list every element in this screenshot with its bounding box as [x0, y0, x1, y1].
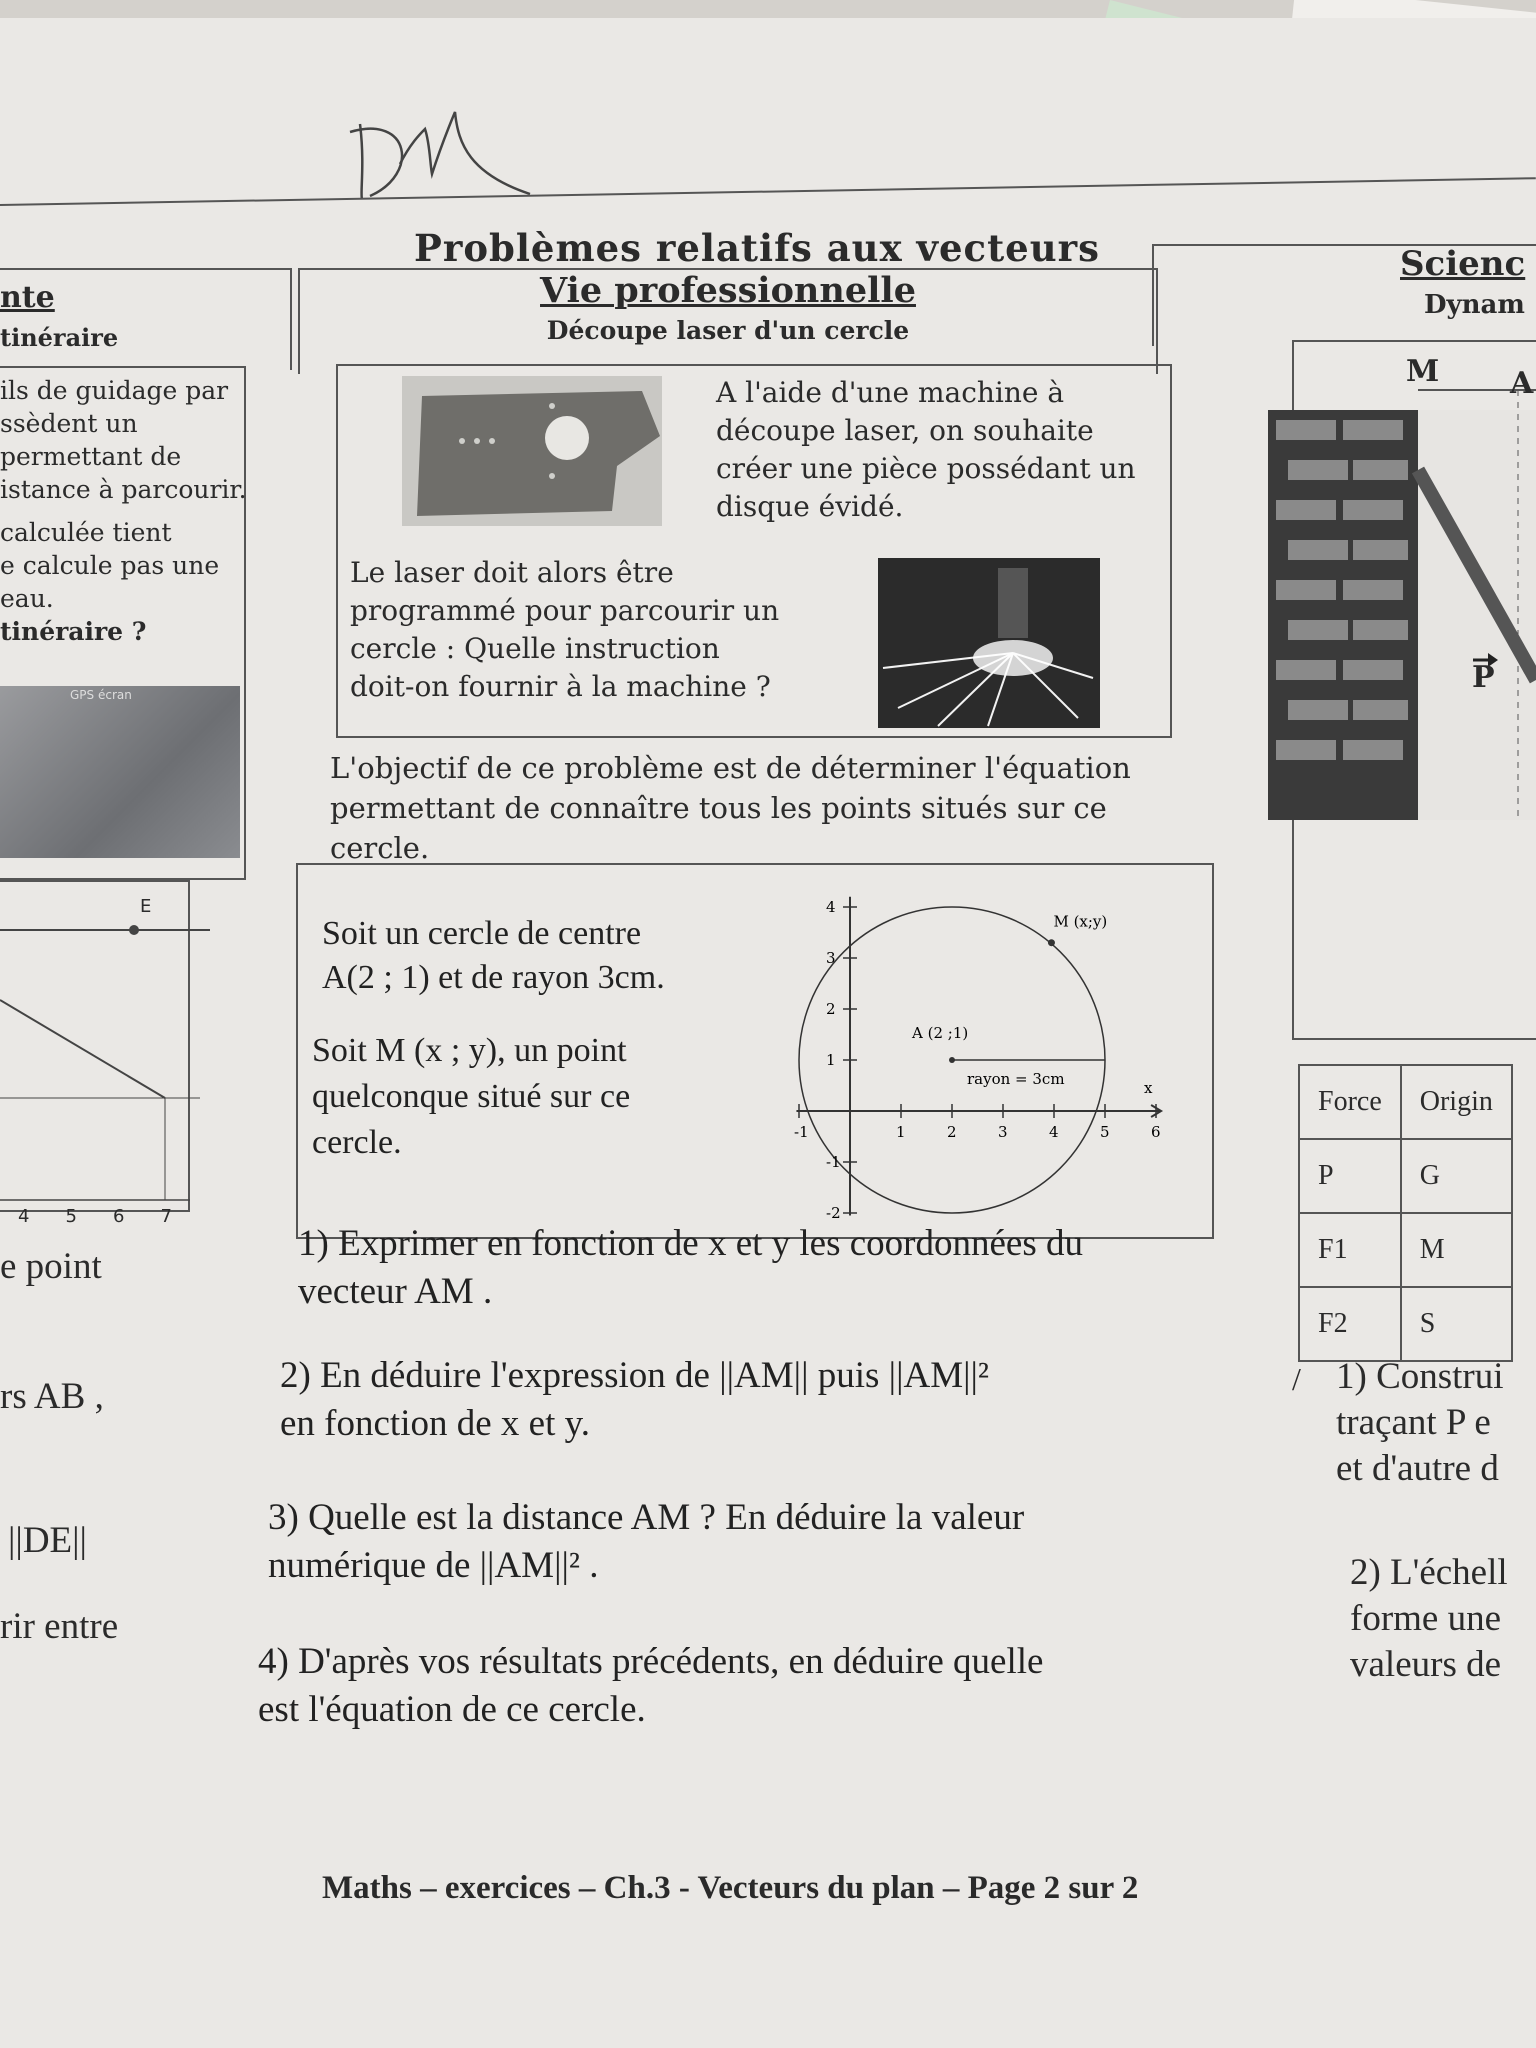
header-rule: [0, 177, 1536, 206]
left-tab-subtitle: tinéraire: [0, 323, 119, 352]
point-m: [1048, 939, 1055, 946]
question-2: 2) En déduire l'expression de ||AM|| puis ||AM||² en fonction de x et y.: [280, 1355, 989, 1444]
fig-label-a: A: [1510, 366, 1534, 401]
y-tick-label: 2: [826, 1000, 836, 1018]
right-tab-subtitle: Dynam: [1424, 290, 1525, 320]
table-row: [1299, 1287, 1512, 1361]
table-cell: S: [1401, 1287, 1512, 1361]
question-3: 3) Quelle est la distance AM ? En déduire la valeur numérique de ||AM||² .: [268, 1497, 1025, 1586]
forces-table: [1298, 1064, 1513, 1362]
table-cell: F1: [1299, 1213, 1401, 1287]
left-q-text-3: ||DE||: [8, 1520, 87, 1561]
point-e: [129, 925, 139, 935]
x-tick-label: 2: [947, 1123, 957, 1141]
left-intro-text: ils de guidage par ssèdent un permettant de istance à parcourir. calculée tient e calcule pas une eau. tinéraire ?: [0, 376, 247, 646]
circle-definition: Soit un cercle de centre A(2 ; 1) et de rayon 3cm.: [322, 915, 665, 996]
question-1: 1) Exprimer en fonction de x et y les coordonnées du vecteur AM .: [298, 1223, 1083, 1312]
circle-graph: [780, 868, 1180, 1233]
x-axis-label: x: [1144, 1079, 1153, 1097]
left-tab-title: nte: [0, 280, 55, 315]
right-question-2: 2) L'échell forme une valeurs de: [1350, 1552, 1508, 1685]
y-tick-label: 1: [826, 1051, 836, 1069]
point-m-definition: Soit M (x ; y), un point quelconque situé sur ce cercle.: [312, 1032, 631, 1161]
right-question-1: 1) Construi traçant P e et d'autre d: [1336, 1356, 1504, 1489]
x-tick-label: -1: [794, 1123, 809, 1141]
objective-text: L'objectif de ce problème est de déterminer l'équation permettant de connaître tous les points situés sur ce cercle.: [330, 751, 1131, 865]
intro-left-text: Le laser doit alors être programmé pour parcourir un cercle : Quelle instruction doit-on fournir à la machine ?: [350, 556, 780, 703]
check-mark: /: [1292, 1361, 1301, 1397]
laser-cutting-image: [878, 558, 1100, 728]
y-tick-label: 3: [826, 949, 836, 967]
right-tab-title: Scienc: [1400, 244, 1526, 284]
x-tick-label: 1: [896, 1123, 906, 1141]
page-footer: Maths – exercices – Ch.3 - Vecteurs du plan – Page 2 sur 2: [322, 1870, 1139, 1906]
fig-label-m: M: [1406, 354, 1440, 389]
point-m-label: M (x;y): [1053, 912, 1108, 931]
question-4: 4) D'après vos résultats précédents, en déduire quelle est l'équation de ce cercle.: [258, 1641, 1044, 1730]
y-tick-label: -2: [826, 1204, 841, 1222]
center-tab-title: Vie professionnelle: [540, 270, 916, 311]
x-tick-label: 5: [1100, 1123, 1110, 1141]
graph-x-ticks: 4 5 6 7: [18, 1206, 172, 1227]
table-cell: P: [1299, 1139, 1401, 1213]
table-row: [1299, 1065, 1512, 1139]
fig-label-p: P: [1472, 660, 1495, 695]
page-title: Problèmes relatifs aux vecteurs: [414, 226, 1100, 270]
table-cell: M: [1401, 1213, 1512, 1287]
table-header-cell: Origin: [1401, 1065, 1512, 1139]
table-header-cell: Force: [1299, 1065, 1401, 1139]
metal-plate-image: [402, 376, 662, 526]
wall-figure: [1268, 350, 1536, 820]
center-tab-subtitle: Découpe laser d'un cercle: [546, 316, 910, 345]
table-cell: G: [1401, 1139, 1512, 1213]
x-tick-label: 3: [998, 1123, 1008, 1141]
left-q-text-2: rs AB ,: [0, 1376, 104, 1417]
graph-label-e: E: [140, 896, 152, 917]
point-a-label: A (2 ;1): [912, 1024, 969, 1042]
x-tick-label: 6: [1151, 1123, 1161, 1141]
x-tick-label: 4: [1049, 1123, 1059, 1141]
worksheet: [0, 18, 1536, 2048]
table-row: [1299, 1139, 1512, 1213]
table-row: [1299, 1213, 1512, 1287]
left-graph: [0, 880, 210, 1230]
y-tick-label: 4: [826, 898, 836, 916]
table-cell: F2: [1299, 1287, 1401, 1361]
left-q-text-1: e point: [0, 1246, 102, 1287]
left-q-text-4: rir entre: [0, 1606, 119, 1647]
intro-right-text: A l'aide d'une machine à découpe laser, on souhaite créer une pièce possédant un disque évidé.: [716, 376, 1136, 523]
y-tick-label: -1: [826, 1153, 841, 1171]
radius-label: rayon = 3cm: [967, 1070, 1065, 1088]
gps-screen-image: GPS écran: [0, 686, 240, 858]
